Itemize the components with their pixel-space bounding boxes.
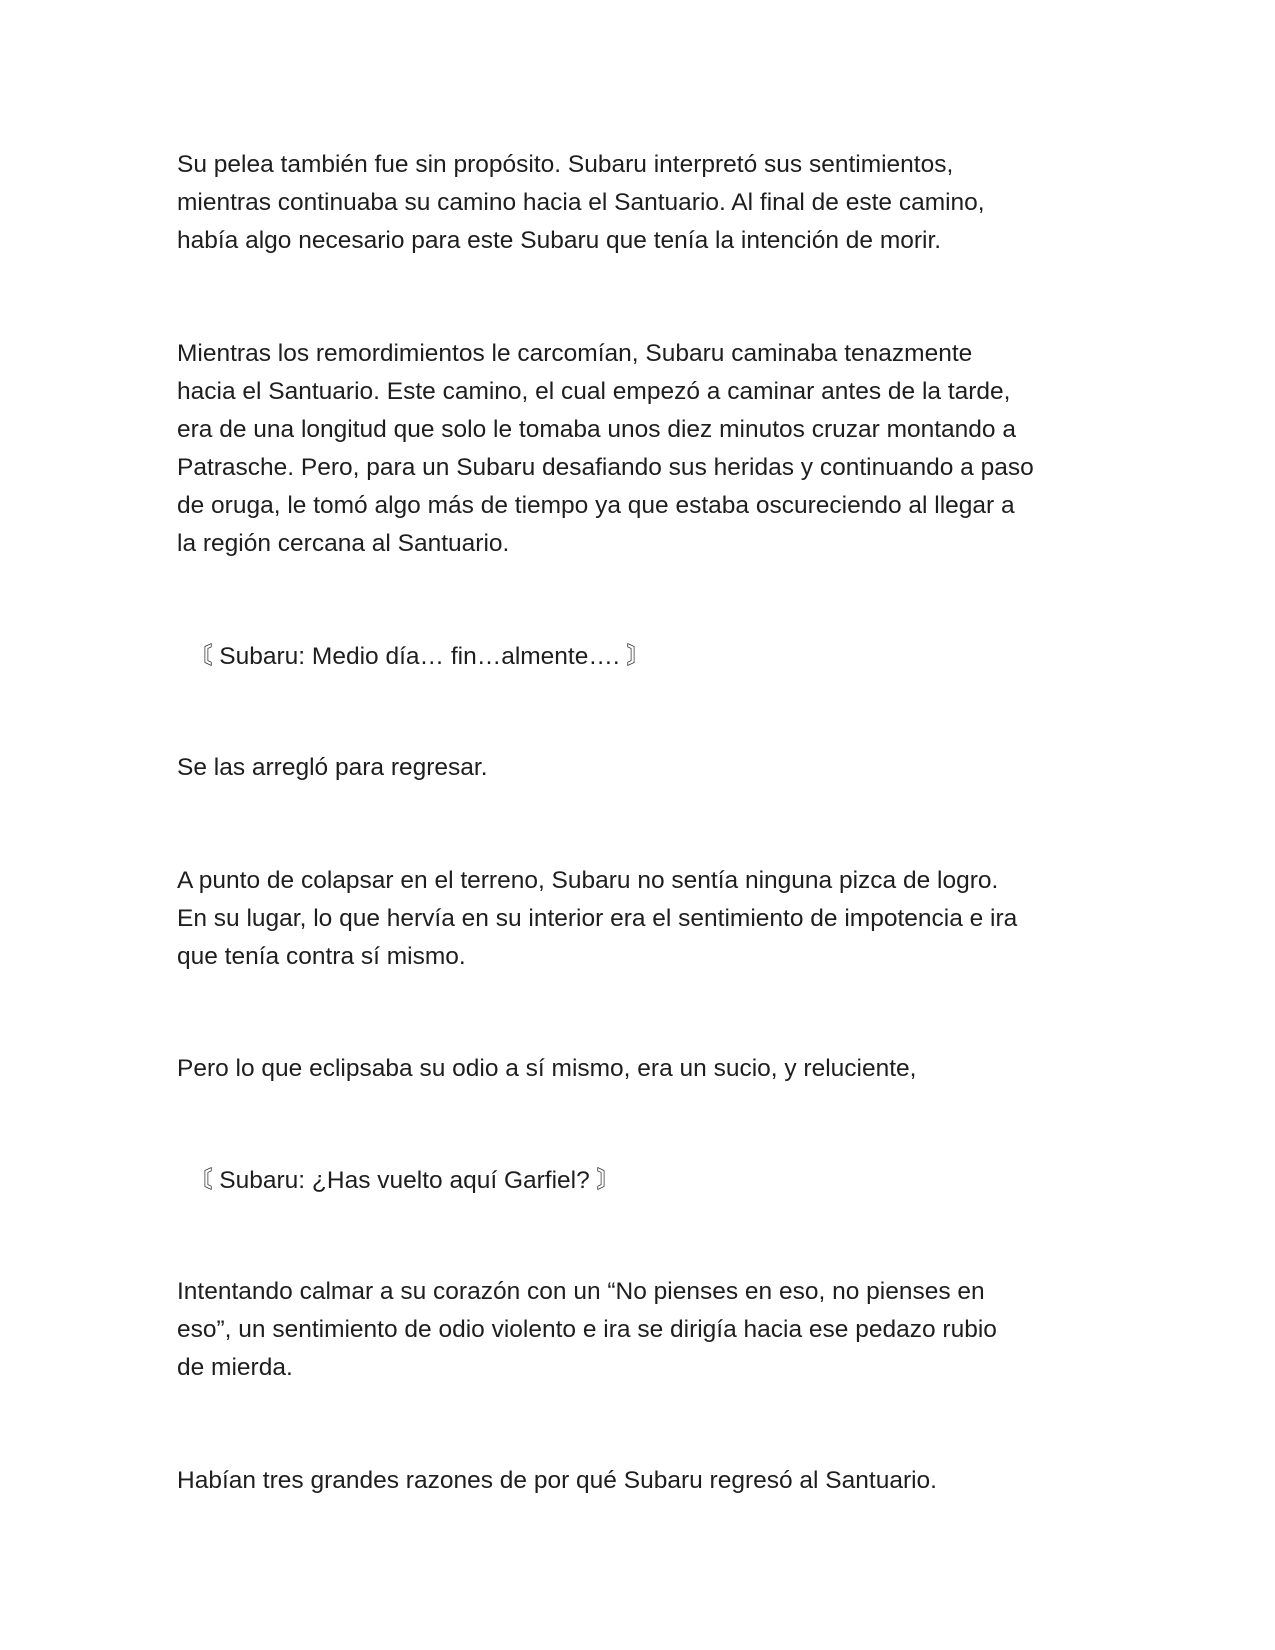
paragraph-1-line-3: había algo necesario para este Subaru que tenía la intención de morir. [177, 227, 942, 254]
paragraph-6-line-2: eso”, un sentimiento de odio violento e ira se dirigía hacia ese pedazo rubio [177, 1316, 997, 1343]
paragraph-2-line-1: Mientras los remordimientos le carcomían, Subaru caminaba tenazmente [177, 340, 973, 367]
paragraph-4-line-1: A punto de colapsar en el terreno, Subaru no sentía ninguna pizca de logro. [177, 867, 999, 894]
paragraph-7-line-1: Habían tres grandes razones de por qué Subaru regresó al Santuario. [177, 1467, 937, 1494]
paragraph-2-line-6: la región cercana al Santuario. [177, 530, 510, 557]
paragraph-1-line-2: mientras continuaba su camino hacia el Santuario. Al final de este camino, [177, 189, 985, 216]
paragraph-2-line-5: de oruga, le tomó algo más de tiempo ya que estaba oscureciendo al llegar a [177, 492, 1015, 519]
dialogue-line-2: 〘 Subaru: ¿Has vuelto aquí Garfiel? 〙 [188, 1167, 622, 1194]
paragraph-2-line-2: hacia el Santuario. Este camino, el cual empezó a caminar antes de la tarde, [177, 378, 1011, 405]
paragraph-6-line-3: de mierda. [177, 1354, 293, 1381]
paragraph-2-line-3: era de una longitud que solo le tomaba unos diez minutos cruzar montando a [177, 416, 1016, 443]
paragraph-4-line-3: que tenía contra sí mismo. [177, 943, 466, 970]
paragraph-4-line-2: En su lugar, lo que hervía en su interior era el sentimiento de impotencia e ira [177, 905, 1018, 932]
dialogue-line-1: 〘 Subaru: Medio día… fin…almente…. 〙 [188, 643, 651, 670]
paragraph-2-line-4: Patrasche. Pero, para un Subaru desafiando sus heridas y continuando a paso [177, 454, 1034, 481]
paragraph-6-line-1: Intentando calmar a su corazón con un “No pienses en eso, no pienses en [177, 1278, 985, 1305]
paragraph-3-line-1: Se las arregló para regresar. [177, 754, 488, 781]
paragraph-5-line-1: Pero lo que eclipsaba su odio a sí mismo, era un sucio, y reluciente, [177, 1055, 917, 1082]
paragraph-1-line-1: Su pelea también fue sin propósito. Subaru interpretó sus sentimientos, [177, 151, 954, 178]
